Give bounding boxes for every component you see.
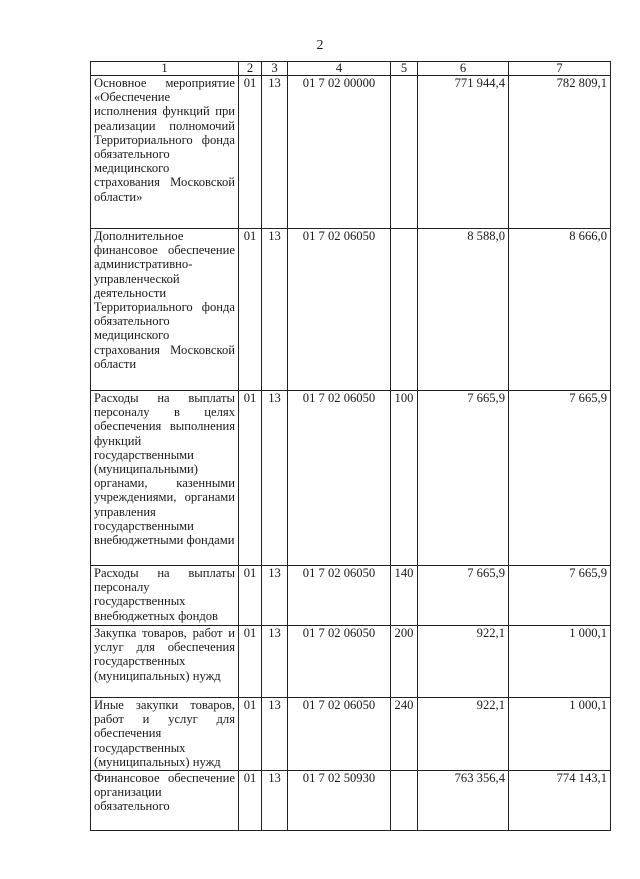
expense-type-code	[391, 76, 418, 229]
subsection-code: 13	[262, 698, 288, 771]
column-header: 1	[91, 62, 239, 76]
table-row	[91, 566, 611, 626]
amount-year-1: 8 588,0	[418, 229, 509, 391]
column-header: 5	[391, 62, 418, 76]
amount-year-1: 763 356,4	[418, 771, 509, 831]
table-row	[91, 626, 611, 698]
section-code: 01	[239, 566, 262, 626]
section-code: 01	[239, 229, 262, 391]
table-row	[91, 698, 611, 771]
target-article-code: 01 7 02 06050	[288, 566, 391, 626]
target-article-code: 01 7 02 06050	[288, 626, 391, 698]
column-header: 4	[288, 62, 391, 76]
item-name: Финансовое обеспечение организации обязательного	[91, 771, 239, 831]
amount-year-2: 8 666,0	[509, 229, 611, 391]
target-article-code: 01 7 02 00000	[288, 76, 391, 229]
amount-year-1: 7 665,9	[418, 391, 509, 566]
target-article-code: 01 7 02 06050	[288, 698, 391, 771]
expense-type-code: 200	[391, 626, 418, 698]
item-name: Расходы на выплаты персоналу в целях обеспечения выполнения функций государственными (муниципальными) органами, казенными учреждениями, органами управления государственными внебюджетными фондами	[91, 391, 239, 566]
column-header: 7	[509, 62, 611, 76]
page-number: 2	[316, 38, 324, 53]
subsection-code: 13	[262, 76, 288, 229]
amount-year-2: 774 143,1	[509, 771, 611, 831]
item-name: Основное мероприятие «Обеспечение исполнения функций при реализации полномочий Территориального фонда обязательного медицинского страхования Московской области»	[91, 76, 239, 229]
expense-type-code: 100	[391, 391, 418, 566]
table-row	[91, 229, 611, 391]
section-code: 01	[239, 626, 262, 698]
column-header: 6	[418, 62, 509, 76]
subsection-code: 13	[262, 771, 288, 831]
budget-table	[90, 61, 611, 831]
subsection-code: 13	[262, 391, 288, 566]
amount-year-1: 922,1	[418, 698, 509, 771]
amount-year-2: 1 000,1	[509, 698, 611, 771]
expense-type-code: 240	[391, 698, 418, 771]
table-row	[91, 76, 611, 229]
item-name: Расходы на выплаты персоналу государственных внебюджетных фондов	[91, 566, 239, 626]
amount-year-2: 7 665,9	[509, 391, 611, 566]
expense-type-code	[391, 771, 418, 831]
amount-year-2: 7 665,9	[509, 566, 611, 626]
section-code: 01	[239, 391, 262, 566]
target-article-code: 01 7 02 06050	[288, 229, 391, 391]
expense-type-code	[391, 229, 418, 391]
amount-year-1: 922,1	[418, 626, 509, 698]
subsection-code: 13	[262, 566, 288, 626]
section-code: 01	[239, 76, 262, 229]
expense-type-code: 140	[391, 566, 418, 626]
target-article-code: 01 7 02 50930	[288, 771, 391, 831]
target-article-code: 01 7 02 06050	[288, 391, 391, 566]
subsection-code: 13	[262, 626, 288, 698]
section-code: 01	[239, 698, 262, 771]
table-row	[91, 391, 611, 566]
amount-year-1: 771 944,4	[418, 76, 509, 229]
column-header: 3	[262, 62, 288, 76]
item-name: Закупка товаров, работ и услуг для обеспечения государственных (муниципальных) нужд	[91, 626, 239, 698]
amount-year-2: 1 000,1	[509, 626, 611, 698]
item-name: Дополнительное финансовое обеспечение административно-управленческой деятельности Территориального фонда обязательного медицинского страхования Московской области	[91, 229, 239, 391]
amount-year-1: 7 665,9	[418, 566, 509, 626]
table-row	[91, 771, 611, 831]
header-row	[91, 62, 611, 76]
subsection-code: 13	[262, 229, 288, 391]
column-header: 2	[239, 62, 262, 76]
section-code: 01	[239, 771, 262, 831]
item-name: Иные закупки товаров, работ и услуг для обеспечения государственных (муниципальных) нужд	[91, 698, 239, 771]
amount-year-2: 782 809,1	[509, 76, 611, 229]
